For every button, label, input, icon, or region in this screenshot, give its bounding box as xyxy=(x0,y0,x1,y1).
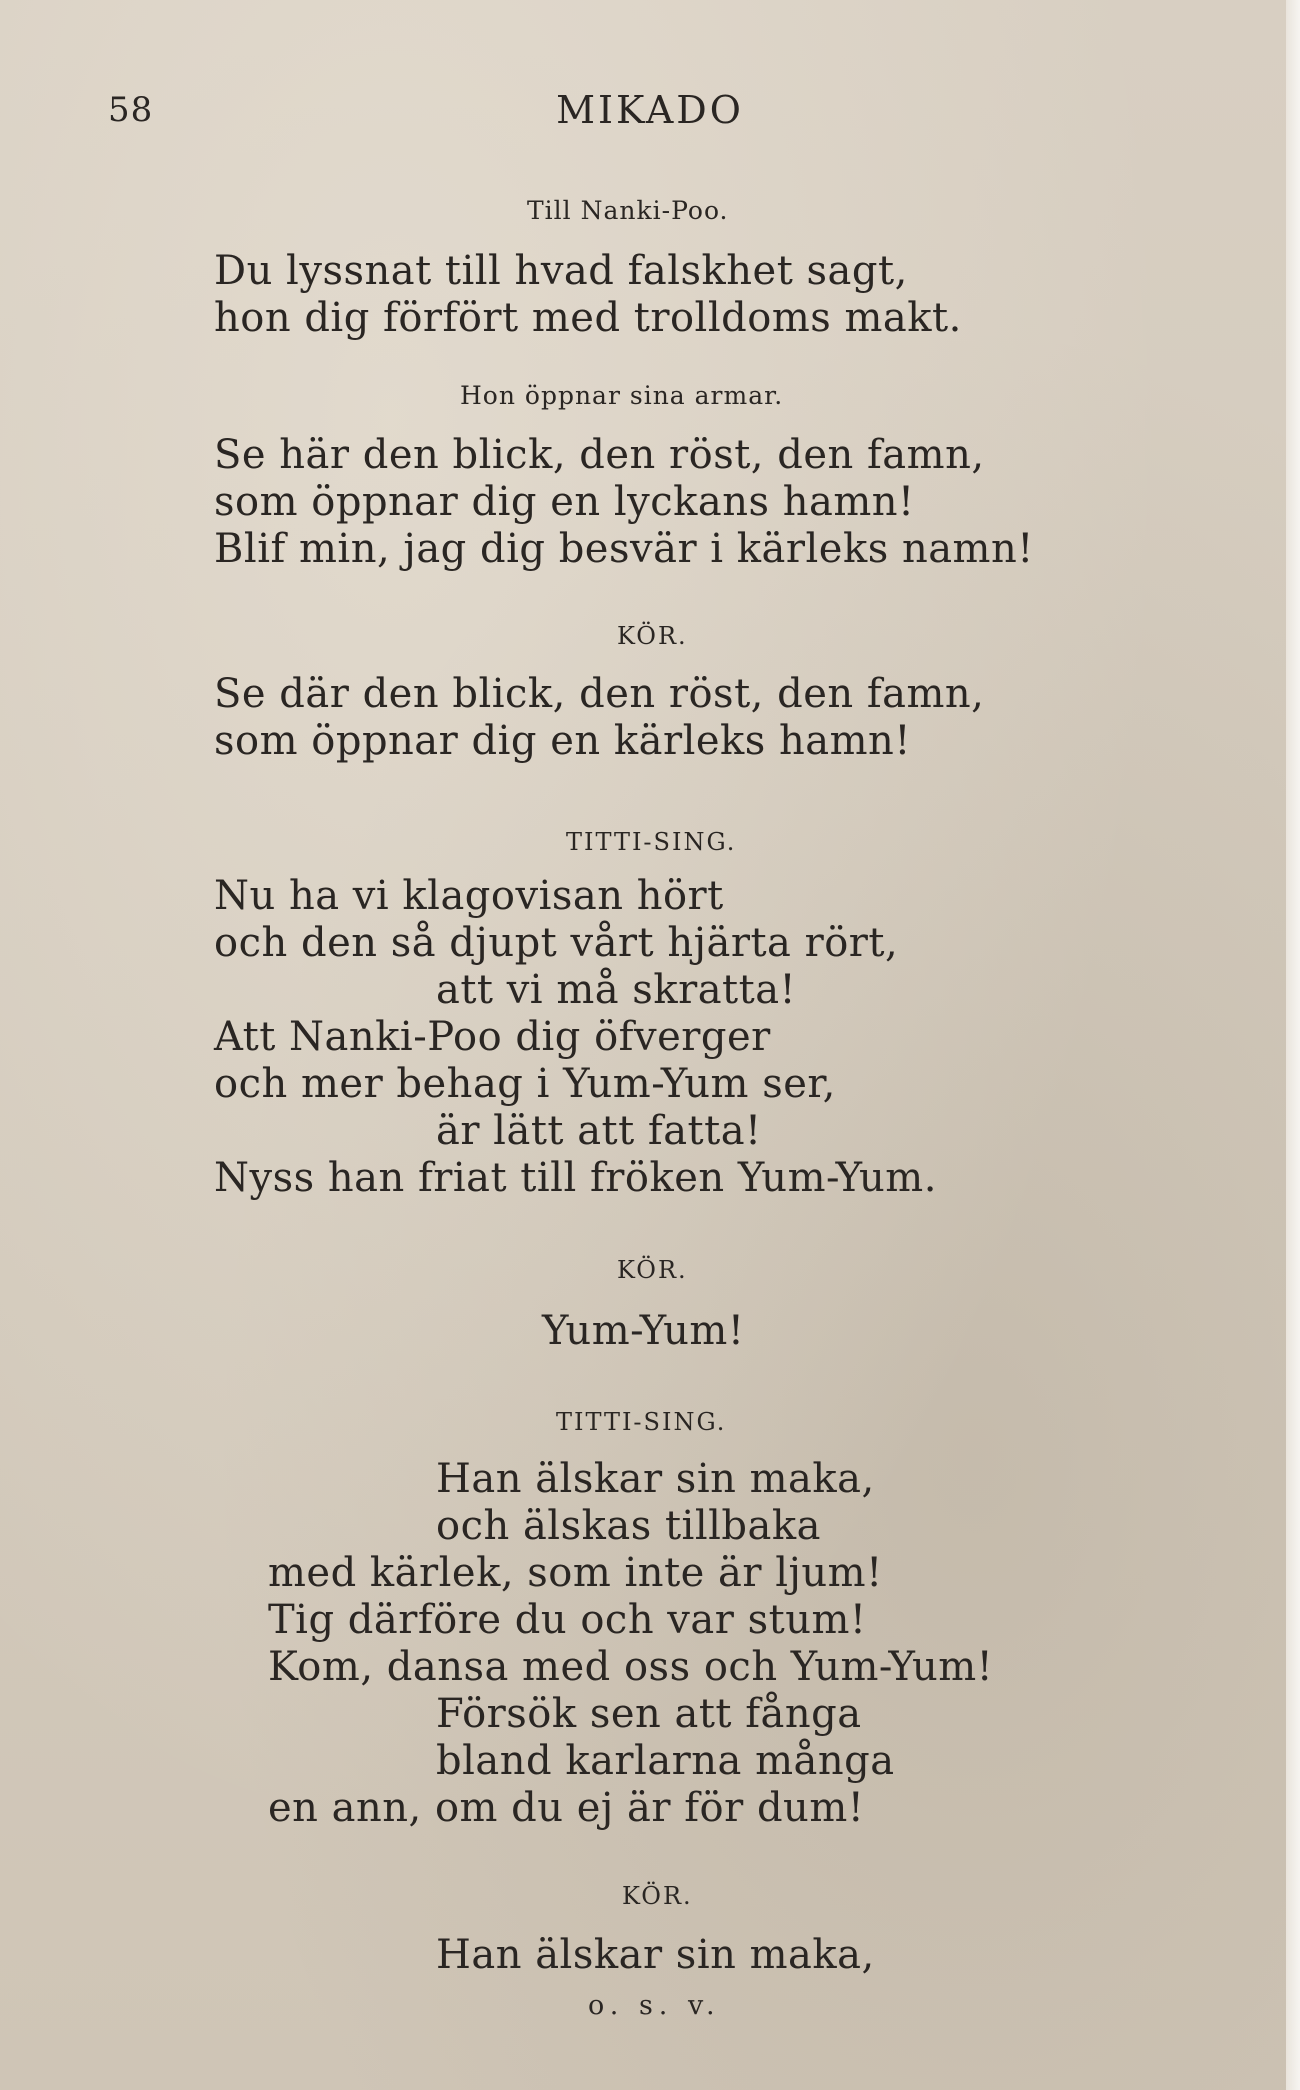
speaker-name: TITTI-SING. xyxy=(566,828,737,856)
speaker-name: KÖR. xyxy=(617,1256,688,1284)
verse-line: Se där den blick, den röst, den famn, xyxy=(214,671,985,717)
verse-line: Blif min, jag dig besvär i kärleks namn! xyxy=(214,526,1034,572)
verse-line: Han älskar sin maka, xyxy=(436,1932,875,1978)
verse-line: och den så djupt vårt hjärta rört, xyxy=(214,920,899,966)
speaker-name: KÖR. xyxy=(617,622,688,650)
verse-line: Se här den blick, den röst, den famn, xyxy=(214,432,985,478)
speaker-name: KÖR. xyxy=(622,1882,693,1910)
verse-line: Kom, dansa med oss och Yum-Yum! xyxy=(268,1644,994,1690)
stage-direction: Hon öppnar sina armar. xyxy=(460,381,784,410)
verse-line: Yum-Yum! xyxy=(542,1308,745,1354)
stage-direction: Till Nanki-Poo. xyxy=(527,196,729,225)
verse-line: med kärlek, som inte är ljum! xyxy=(268,1550,883,1596)
page-edge xyxy=(1286,0,1300,2090)
running-title: MIKADO xyxy=(556,88,744,132)
verse-line: Han älskar sin maka, xyxy=(436,1456,875,1502)
verse-line: och älskas tillbaka xyxy=(436,1503,821,1549)
page-number: 58 xyxy=(108,90,154,130)
verse-line: bland karlarna många xyxy=(436,1738,895,1784)
verse-line: en ann, om du ej är för dum! xyxy=(268,1785,865,1831)
verse-line: Nyss han friat till fröken Yum-Yum. xyxy=(214,1155,937,1201)
verse-line: att vi må skratta! xyxy=(436,967,797,1013)
verse-line: och mer behag i Yum-Yum ser, xyxy=(214,1061,836,1107)
verse-line: Att Nanki-Poo dig öfverger xyxy=(214,1014,771,1060)
verse-line: är lätt att fatta! xyxy=(436,1108,762,1154)
verse-line: hon dig förfört med trolldoms makt. xyxy=(214,295,962,341)
verse-line: som öppnar dig en lyckans hamn! xyxy=(214,479,915,525)
verse-line: som öppnar dig en kärleks hamn! xyxy=(214,718,911,764)
closing-abbreviation: o. s. v. xyxy=(588,1990,721,2021)
verse-line: Försök sen att fånga xyxy=(436,1691,862,1737)
verse-line: Nu ha vi klagovisan hört xyxy=(214,873,724,919)
verse-line: Tig därföre du och var stum! xyxy=(268,1597,867,1643)
verse-line: Du lyssnat till hvad falskhet sagt, xyxy=(214,248,908,294)
speaker-name: TITTI-SING. xyxy=(556,1408,727,1436)
